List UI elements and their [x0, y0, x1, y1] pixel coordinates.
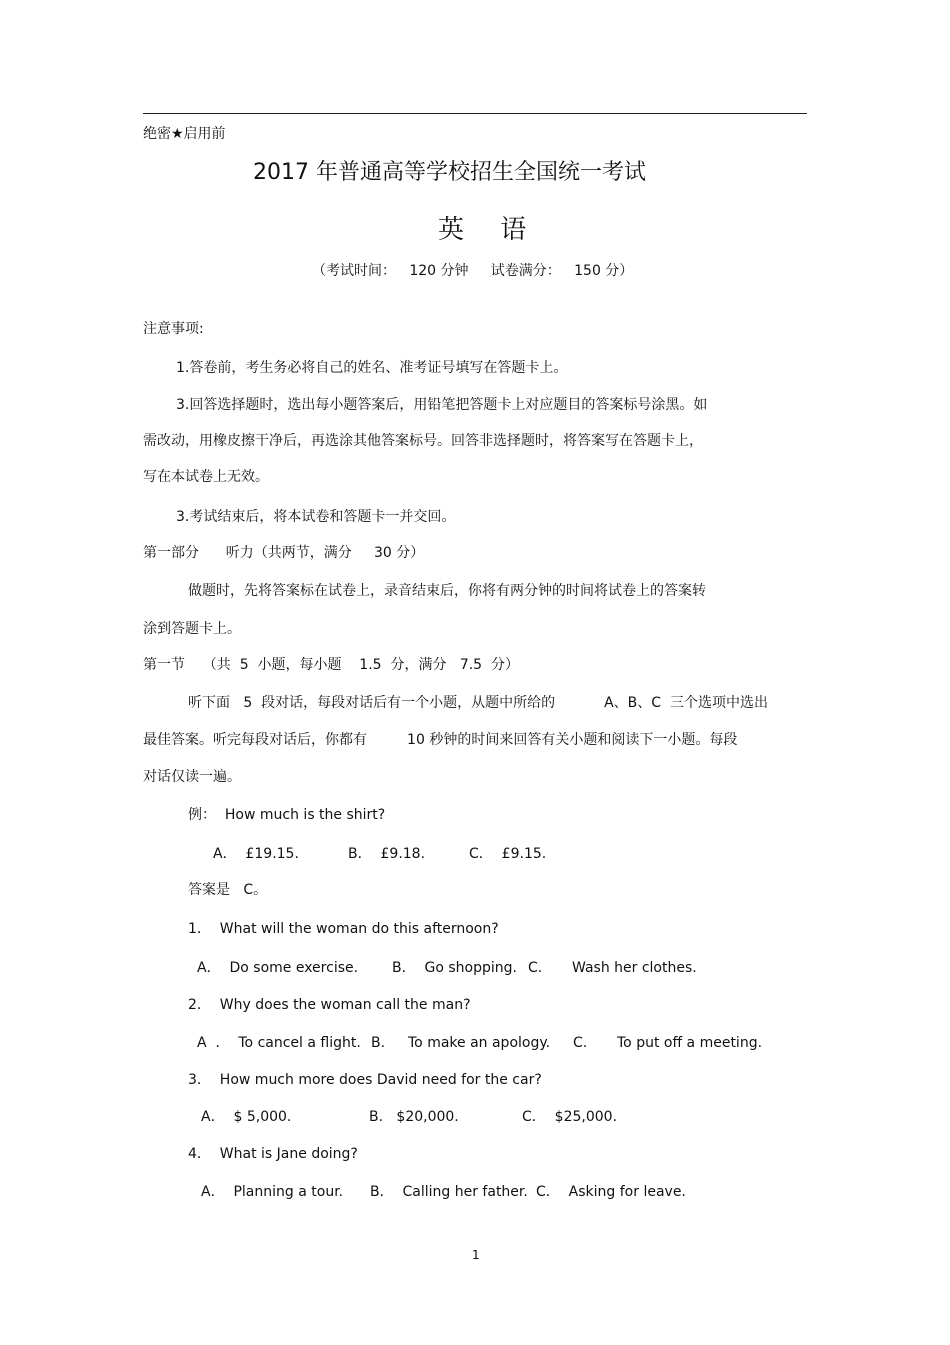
example-option-c: C． £9.15.	[469, 846, 547, 862]
example-option-b: B． £9.18.	[348, 846, 426, 862]
classification-label: 绝密★启用前	[143, 126, 226, 142]
question-1-option-c-letter: C.	[528, 960, 543, 976]
example-option-a: A． £19.15.	[213, 846, 299, 862]
page-number: 1	[472, 1248, 480, 1262]
question-3-option-c: C． $25,000.	[522, 1109, 618, 1125]
question-2: 2． Why does the woman call the man?	[188, 997, 471, 1013]
top-rule	[143, 113, 807, 114]
subject-title: 英 语	[438, 215, 541, 245]
question-2-option-b-letter: B.	[371, 1035, 386, 1051]
part1-heading: 第一部分 听力（共两节，满分 30 分）	[143, 545, 425, 561]
question-4-option-b: B． Calling her father.	[370, 1184, 528, 1200]
question-3: 3． How much more does David need for the car?	[188, 1072, 542, 1088]
notice-item-2-line-2: 需改动，用橡皮擦干净后，再选涂其他答案标号。回答非选择题时，将答案写在答题卡上，	[143, 433, 703, 449]
notice-item-2-line-1: 3.回答选择题时，选出每小题答案后，用铅笔把答题卡上对应题目的答案标号涂黑。如	[176, 397, 708, 413]
example-answer: 答案是 C。	[188, 882, 268, 898]
part1-instruction-line-2: 涂到答题卡上。	[143, 621, 241, 637]
question-3-option-b: B. $20,000.	[369, 1109, 459, 1125]
notice-item-2-line-3: 写在本试卷上无效。	[143, 469, 269, 485]
section1-instruction-line-2: 最佳答案。听完每段对话后，你都有 10 秒钟的时间来回答有关小题和阅读下一小题。每段	[143, 732, 738, 748]
question-1-option-c-text: Wash her clothes.	[572, 960, 697, 976]
question-1: 1． What will the woman do this afternoon?	[188, 921, 499, 937]
notice-item-3: 3.考试结束后，将本试卷和答题卡一并交回。	[176, 509, 456, 525]
notice-heading: 注意事项:	[143, 321, 204, 337]
question-1-option-b: B． Go shopping.	[392, 960, 517, 976]
question-4-option-a: A． Planning a tour.	[201, 1184, 344, 1200]
question-4-option-c: C． Asking for leave.	[536, 1184, 686, 1200]
section1-instruction-line-3: 对话仅读一遍。	[143, 769, 241, 785]
section1-instruction-line-1: 听下面 5 段对话，每段对话后有一个小题，从题中所给的 A、B、C 三个选项中选出	[188, 695, 768, 711]
question-1-option-a: A． Do some exercise.	[197, 960, 359, 976]
question-4: 4． What is Jane doing?	[188, 1146, 358, 1162]
question-3-option-a: A． $ 5,000.	[201, 1109, 292, 1125]
example-question: 例： How much is the shirt?	[188, 807, 386, 823]
question-2-option-a: A ． To cancel a flight.	[197, 1035, 361, 1051]
question-2-option-b-text: To make an apology.	[408, 1035, 551, 1051]
notice-item-1: 1.答卷前，考生务必将自己的姓名、准考证号填写在答题卡上。	[176, 360, 568, 376]
exam-title: 2017 年普通高等学校招生全国统一考试	[253, 160, 646, 185]
section1-heading: 第一节 （共 5 小题，每小题 1.5 分，满分 7.5 分）	[143, 657, 519, 673]
part1-instruction-line-1: 做题时，先将答案标在试卷上，录音结束后，你将有两分钟的时间将试卷上的答案转	[188, 583, 706, 599]
question-2-option-c-text: To put off a meeting.	[617, 1035, 763, 1051]
question-2-option-c-letter: C.	[573, 1035, 588, 1051]
exam-info: （考试时间： 120 分钟 试卷满分： 150 分）	[312, 263, 634, 279]
